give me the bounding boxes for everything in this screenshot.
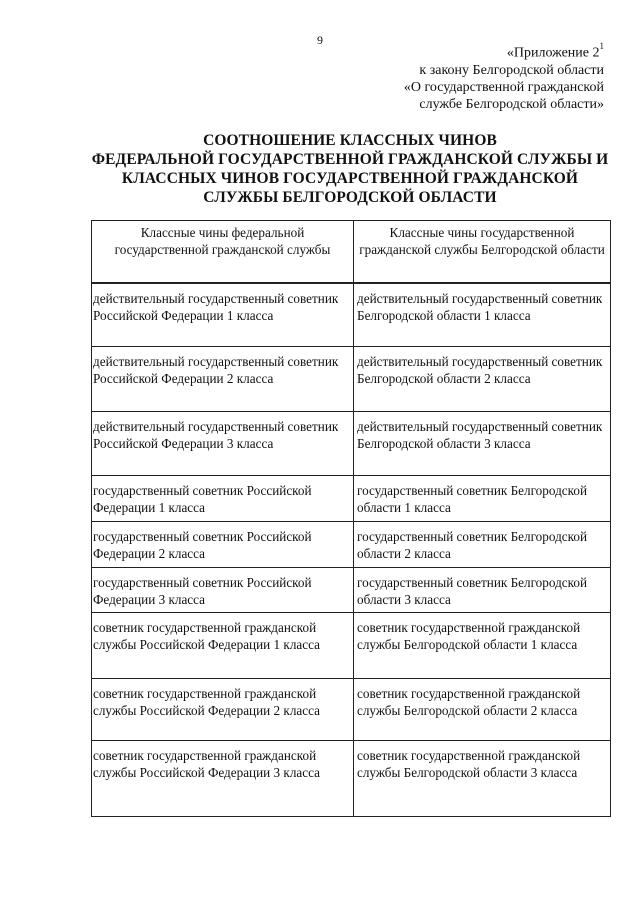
- table-row: [92, 347, 611, 412]
- page-number: 9: [317, 33, 323, 47]
- table-row: [92, 283, 611, 347]
- appendix-line-2: к закону Белгородской области: [419, 62, 604, 78]
- regional-rank-cell: государственный советник Белгородской области 2 класса: [354, 522, 611, 568]
- table-header-row: [92, 221, 611, 283]
- regional-rank-cell: советник государственной гражданской службы Белгородской области 3 класса: [354, 741, 611, 817]
- regional-rank-cell: советник государственной гражданской службы Белгородской области 2 класса: [354, 679, 611, 741]
- regional-rank-cell: действительный государственный советник Белгородской области 1 класса: [354, 283, 611, 347]
- appendix-line-4: службе Белгородской области»: [419, 96, 604, 112]
- appendix-title: «Приложение 2: [506, 45, 600, 61]
- regional-rank-cell: действительный государственный советник Белгородской области 2 класса: [354, 347, 611, 412]
- federal-rank-cell: советник государственной гражданской службы Российской Федерации 1 класса: [92, 613, 354, 679]
- table-row: [92, 412, 611, 476]
- federal-rank-cell: действительный государственный советник Российской Федерации 2 класса: [92, 347, 354, 412]
- table-row: [92, 679, 611, 741]
- federal-rank-cell: советник государственной гражданской службы Российской Федерации 3 класса: [92, 741, 354, 817]
- regional-rank-cell: государственный советник Белгородской области 3 класса: [354, 568, 611, 613]
- document-title: [60, 131, 640, 207]
- title-line-3: КЛАССНЫХ ЧИНОВ ГОСУДАРСТВЕННОЙ ГРАЖДАНСКОЙ: [121, 170, 579, 187]
- federal-rank-cell: государственный советник Российской Федерации 3 класса: [92, 568, 354, 613]
- appendix-header: [364, 40, 604, 113]
- federal-rank-cell: действительный государственный советник Российской Федерации 1 класса: [92, 283, 354, 347]
- title-line-2: ФЕДЕРАЛЬНОЙ ГОСУДАРСТВЕННОЙ ГРАЖДАНСКОЙ СЛУЖБЫ И: [91, 151, 609, 168]
- federal-rank-cell: действительный государственный советник Российской Федерации 3 класса: [92, 412, 354, 476]
- regional-rank-cell: советник государственной гражданской службы Белгородской области 1 класса: [354, 613, 611, 679]
- appendix-title-line: [364, 40, 604, 62]
- table-row: [92, 741, 611, 817]
- regional-rank-cell: государственный советник Белгородской области 1 класса: [354, 476, 611, 522]
- regional-rank-cell: действительный государственный советник Белгородской области 3 класса: [354, 412, 611, 476]
- federal-rank-cell: советник государственной гражданской службы Российской Федерации 2 класса: [92, 679, 354, 741]
- table-row: [92, 613, 611, 679]
- appendix-superscript: 1: [599, 41, 604, 51]
- title-line-4: СЛУЖБЫ БЕЛГОРОДСКОЙ ОБЛАСТИ: [203, 189, 497, 206]
- federal-rank-cell: государственный советник Российской Федерации 1 класса: [92, 476, 354, 522]
- federal-rank-cell: государственный советник Российской Федерации 2 класса: [92, 522, 354, 568]
- rank-correspondence-table: [91, 220, 611, 817]
- table-row: [92, 568, 611, 613]
- table-row: [92, 522, 611, 568]
- title-line-1: СООТНОШЕНИЕ КЛАССНЫХ ЧИНОВ: [203, 132, 497, 149]
- appendix-line-3: «О государственной гражданской: [403, 79, 604, 95]
- header-regional-ranks: Классные чины государственной гражданской службы Белгородской области: [354, 221, 611, 283]
- table-row: [92, 476, 611, 522]
- header-federal-ranks: Классные чины федеральной государственной гражданской службы: [92, 221, 354, 283]
